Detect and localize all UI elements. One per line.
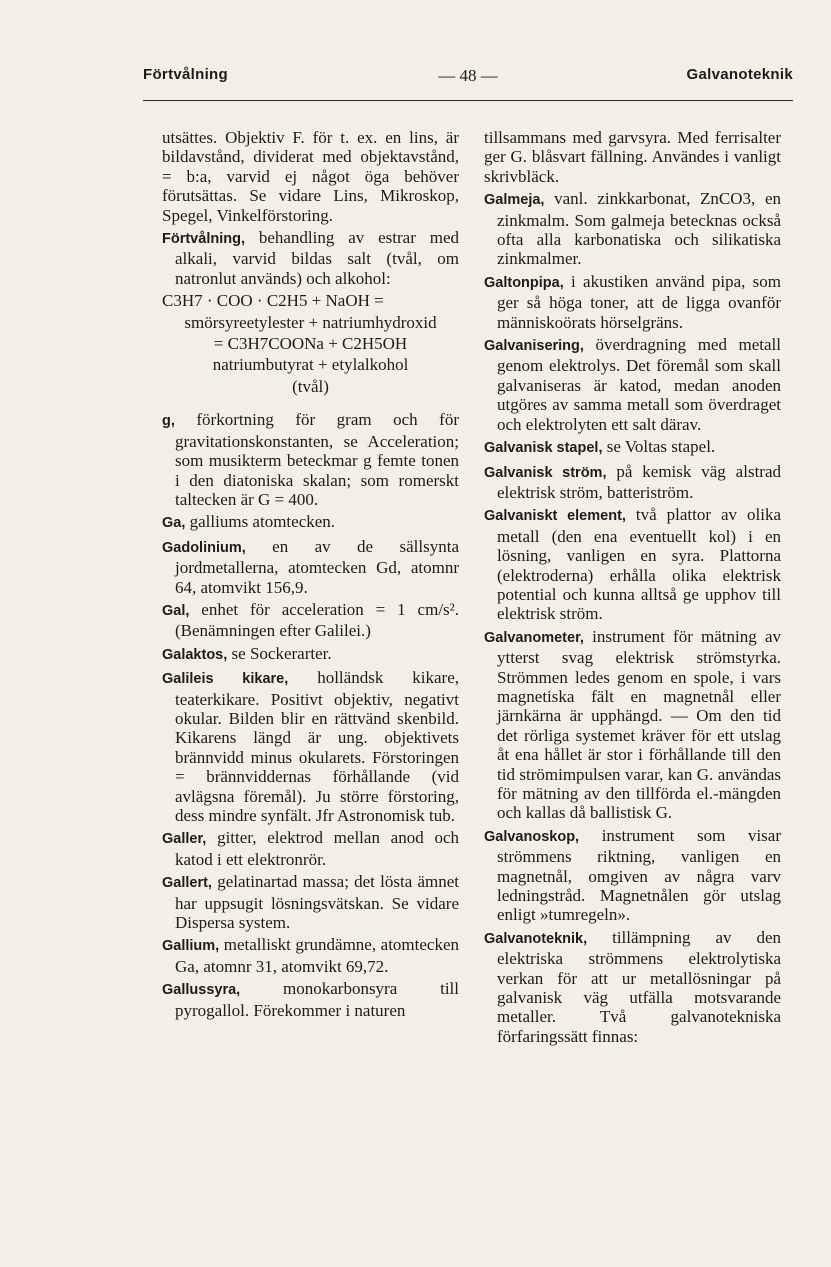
entry-galvanisk-strom xyxy=(484,462,781,503)
entry-text: instrument för mätning av ytterst svag elektrisk strömstyrka. Strömmen ledes genom en spole, i vars magnetiska fält en magnetnål eller järnkärna är upphängd. — Om den tid det rörliga systemet kräver för ett utslag åt ena hållet är stor i förhållande till den tid strömimpulsen varar, kan G. användas för mätning av den tillförda el.-mängden och kallas då ballistisk G. xyxy=(497,626,781,823)
header-right-keyword: Galvanoteknik xyxy=(686,66,793,83)
header-left-keyword: Förtvålning xyxy=(143,66,228,83)
entry-term: Galvanisering, xyxy=(484,338,584,355)
entry-galmeja xyxy=(484,189,781,269)
entry-text: två plattor av olika metall (den ena eventuellt kol) i en lösning, vanligen en syra. Plattorna (elektroderna) erhålla olika elektrisk potential och kunna alltså ge upphov till elektrisk ström. xyxy=(497,505,781,624)
entry-text: galliums atomtecken. xyxy=(185,512,336,532)
entry-galileis-kikare xyxy=(162,668,459,825)
entry-fortvalning xyxy=(162,228,459,288)
entry-text: gelatinartad massa; det lösta ämnet har uppsugit lösningsvätskan. Se vidare Dispersa system. xyxy=(175,872,459,933)
entry-gallert xyxy=(162,872,459,932)
formula-line: natriumbutyrat + etylalkohol xyxy=(212,355,409,375)
entry-term: Galvanisk stapel, xyxy=(484,440,603,457)
running-header xyxy=(143,66,793,96)
entry-term: Galvanoskop, xyxy=(484,828,580,845)
entry-text: tillsammans med garvsyra. Med ferrisalter ger G. blåsvart fällning. Användes i vanligt skrivbläck. xyxy=(484,128,781,186)
header-rule xyxy=(143,100,793,101)
entry-text: utsättes. Objektiv F. för t. ex. en lins, är bildavstånd, dividerat med objektavstånd, = b:a, varvid ej något öga behöver förutsättas. Se vidare Lins, Mikroskop, Spegel, Vinkelförstoring. xyxy=(162,128,459,225)
entry-galler xyxy=(162,828,459,869)
entry-text: vanl. zinkkarbonat, ZnCO3, en zinkmalm. Som galmeja betecknas också ofta alla karbonatiska och silikatiska zinkmalmer. xyxy=(497,189,781,269)
formula-line: (tvål) xyxy=(292,376,329,396)
entry-galvanisk-stapel xyxy=(484,437,781,458)
entry-text: behandling av estrar med alkali, varvid bildas salt (tvål, om natronlut används) och alkohol: xyxy=(175,228,459,288)
entry-term: Galler, xyxy=(162,831,207,848)
entry-text: instrument som visar strömmens riktning, vanligen en magnetnål, omgiven av några varv ledningstråd. Magnetnålen gör utslag enligt »tumregeln». xyxy=(497,825,781,925)
entry-galvanoskop xyxy=(484,826,781,925)
entry-continuation xyxy=(484,128,781,186)
entry-text: överdragning med metall genom elektrolys. Det föremål som skall galvaniseras är katod, medan anoden utgöres av samma metall som överdraget och elektrolyten ett salt därav. xyxy=(497,335,781,434)
entry-gallium xyxy=(162,935,459,976)
entry-text: monokarbonsyra till pyrogallol. Förekommer i naturen xyxy=(175,979,459,1020)
entry-term: g, xyxy=(162,413,175,430)
formula-line: = C3H7COONa + C2H5OH xyxy=(213,334,408,354)
entry-galtonpipa xyxy=(484,272,781,332)
entry-text: förkortning för gram och för gravitationskonstanten, se Acceleration; som musikterm beteckmar g femte tonen i den diatoniska skalan; som romerskt taltecken är G = 400. xyxy=(174,410,459,509)
entry-text: en av de sällsynta jordmetallerna, atomtecken Gd, atomnr 64, atomvikt 156,9. xyxy=(175,536,459,597)
entry-term: Ga, xyxy=(162,515,186,532)
right-column xyxy=(484,128,781,1049)
entry-term: Förtvålning, xyxy=(162,231,245,248)
entry-term: Gal, xyxy=(162,602,190,619)
entry-text: holländsk kikare, teaterkikare. Positivt objektiv, negativt okular. Bilden blir en rättvänd skenbild. Kikarens längd är ung. objektivets brännvidd minus okularets. Förstoringen = brännviddernas förhållande (vid avlägsna föremål). Ju större förstoring, dess mindre synfält. Jfr Astronomisk tub. xyxy=(175,668,459,825)
entry-term: Galmeja, xyxy=(484,192,545,209)
entry-text: enhet för acceleration = 1 cm/s². (Benämningen efter Galilei.) xyxy=(175,599,459,641)
entry-term: Gadolinium, xyxy=(162,539,246,556)
entry-continuation xyxy=(162,128,459,225)
entry-term: Galvaniskt element, xyxy=(484,508,626,525)
entry-text: i akustiken använd pipa, som ger så höga toner, att de ligga ovanför människoörats hörselgräns. xyxy=(497,271,781,332)
formula-line: C3H7 · COO · C2H5 + NaOH = xyxy=(162,291,384,311)
entry-term: Galileis kikare, xyxy=(162,671,289,688)
entry-text: metalliskt grundämne, atomtecken Ga, atomnr 31, atomvikt 69,72. xyxy=(175,935,459,976)
entry-term: Galtonpipa, xyxy=(484,274,564,291)
entry-galvanisering xyxy=(484,335,781,434)
entry-term: Galaktos, xyxy=(162,646,228,663)
entry-text: gitter, elektrod mellan anod och katod i ett elektronrör. xyxy=(175,828,459,869)
entry-galvaniskt-element xyxy=(484,505,781,623)
entry-galvanoteknik xyxy=(484,928,781,1046)
entry-term: Gallert, xyxy=(162,875,212,892)
left-column xyxy=(162,128,459,1023)
entry-gal xyxy=(162,600,459,641)
entry-gallussyra xyxy=(162,979,459,1020)
entry-term: Galvanisk ström, xyxy=(484,464,607,481)
entry-text: se Sockerarter. xyxy=(227,643,332,663)
entry-galvanometer xyxy=(484,627,781,823)
entry-ga xyxy=(162,512,459,533)
entry-g xyxy=(162,410,459,509)
entry-term: Gallium, xyxy=(162,938,220,955)
entry-gadolinium xyxy=(162,537,459,597)
entry-term: Galvanoteknik, xyxy=(484,930,588,947)
page-number: — 48 — xyxy=(438,66,498,85)
entry-text: tillämpning av den elektriska strömmens elektrolytiska verkan för att ur metallösningar på galvanisk väg utfälla motsvarande metaller. Två galvanotekniska förfaringssätt finnas: xyxy=(497,927,781,1046)
formula-line: smörsyreetylester + natriumhydroxid xyxy=(184,312,437,332)
entry-text: på kemisk väg alstrad elektrisk ström, batteriström. xyxy=(497,461,781,502)
entry-term: Galvanometer, xyxy=(484,629,584,646)
entry-term: Gallussyra, xyxy=(162,982,241,999)
entry-text: se Voltas stapel. xyxy=(602,437,716,457)
entry-galaktos xyxy=(162,644,459,665)
